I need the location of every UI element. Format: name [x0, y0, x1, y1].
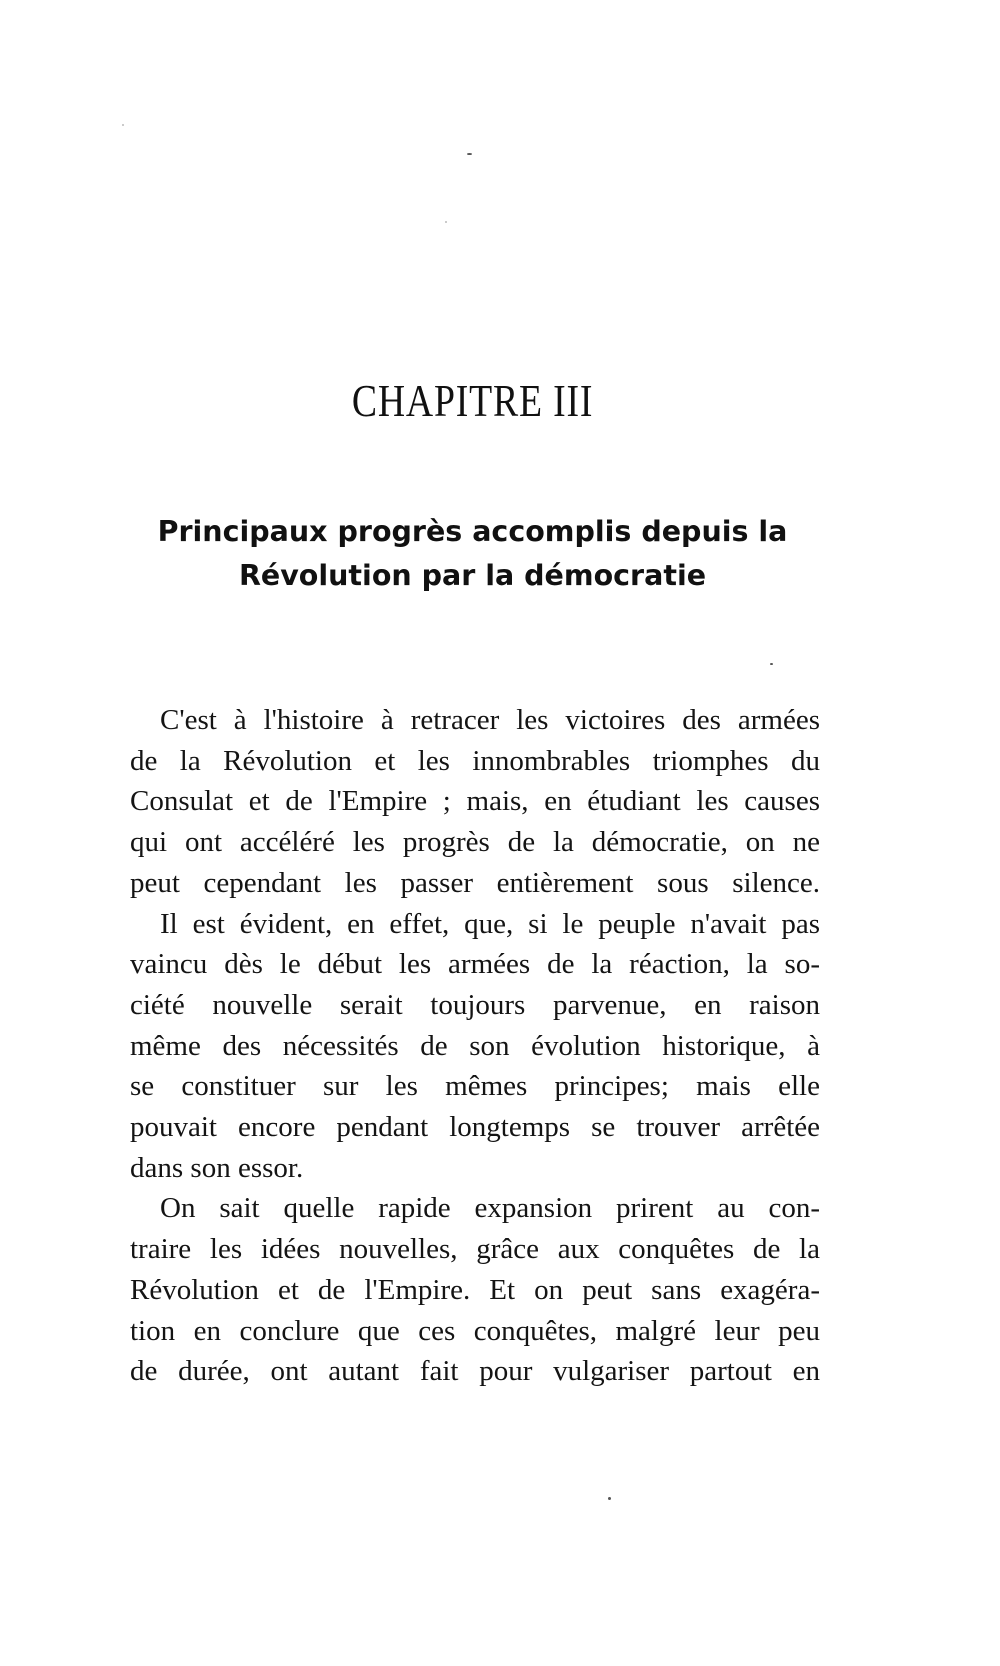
text-line: Il est évident, en effet, que, si le peuple n'avait pas: [160, 907, 820, 940]
scan-speck: [467, 153, 472, 155]
text-line: dans son essor.: [130, 1151, 304, 1184]
chapter-title-line: Principaux progrès accomplis depuis la: [157, 515, 788, 548]
text-line: traire les idées nouvelles, grâce aux conquêtes de la: [130, 1233, 820, 1266]
chapter-title-line: Révolution par la démocratie: [238, 559, 707, 592]
text-line: tion en conclure que ces conquêtes, malgré leur peu: [130, 1314, 820, 1347]
scan-speck: [770, 663, 773, 665]
text-line: vaincu dès le début les armées de la réaction, la so-: [130, 948, 820, 981]
paragraph: [130, 1188, 820, 1392]
chapter-heading: CHAPITRE III: [351, 375, 594, 426]
scan-speck: [122, 124, 124, 126]
text-line: On sait quelle rapide expansion prirent au con-: [160, 1192, 820, 1225]
text-line: de la Révolution et les innombrables triomphes du: [130, 744, 820, 777]
text-line: Consulat et de l'Empire ; mais, en étudiant les causes: [130, 785, 820, 818]
scan-speck: [445, 221, 447, 223]
text-line: même des nécessités de son évolution historique, à: [130, 1029, 820, 1062]
text-line: peut cependant les passer entièrement sous silence.: [130, 866, 820, 899]
paragraph: [130, 700, 820, 904]
text-line: qui ont accéléré les progrès de la démocratie, on ne: [130, 826, 820, 859]
text-line: ciété nouvelle serait toujours parvenue, en raison: [130, 988, 820, 1021]
text-line: de durée, ont autant fait pour vulgariser partout en: [130, 1355, 820, 1388]
paragraph: [130, 904, 820, 1189]
text-line: se constituer sur les mêmes principes; mais elle: [130, 1070, 820, 1103]
text-line: C'est à l'histoire à retracer les victoires des armées: [160, 704, 820, 736]
chapter-title: [120, 510, 825, 598]
text-line: pouvait encore pendant longtemps se trouver arrêtée: [130, 1111, 820, 1144]
body-text: [130, 700, 820, 1392]
scan-speck: [608, 1497, 611, 1500]
text-line: Révolution et de l'Empire. Et on peut sans exagéra-: [130, 1273, 820, 1306]
